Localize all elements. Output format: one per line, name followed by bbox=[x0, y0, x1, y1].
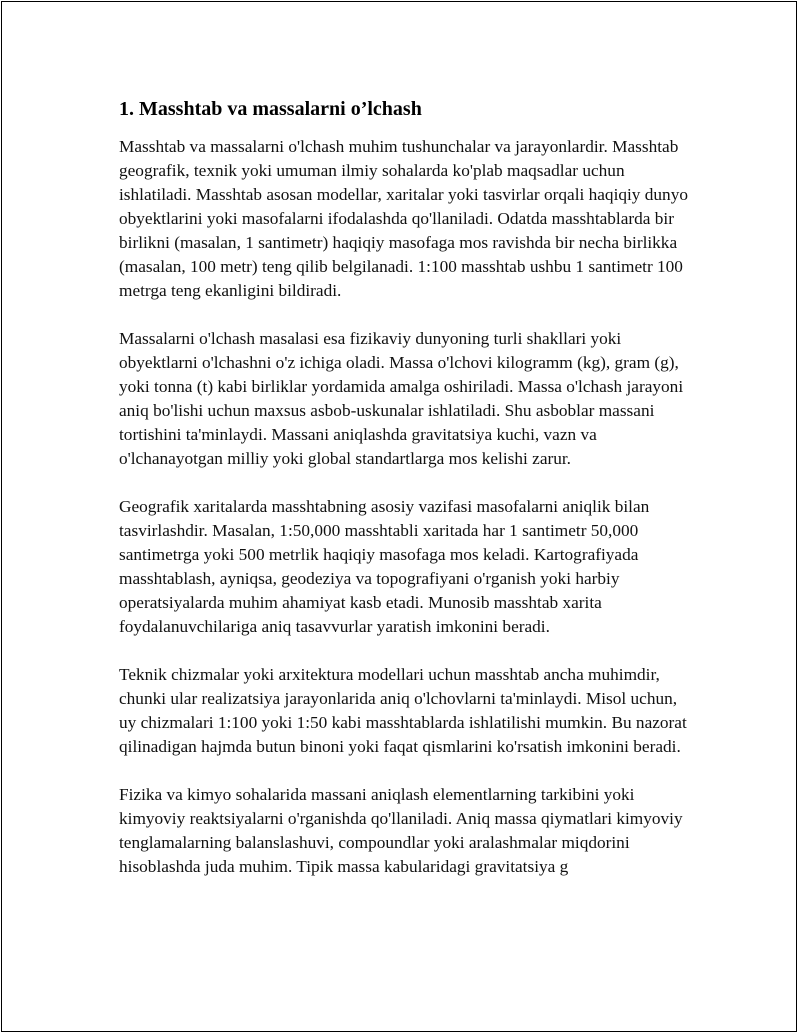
paragraph-4: Teknik chizmalar yoki arxitektura modellari uchun masshtab ancha muhimdir, chunki ular realizatsiya jarayonlarida aniq o'lchovlarni ta'minlaydi. Misol uchun, uy chizmalari 1:100 yoki 1:50 kabi masshtablarda ishlatilishi mumkin. Bu nazorat qilinadigan hajmda butun binoni yoki faqat qismlarini ko'rsatish imkonini beradi. bbox=[119, 665, 687, 756]
document-body bbox=[119, 97, 689, 903]
paragraph-3: Geografik xaritalarda masshtabning asosiy vazifasi masofalarni aniqlik bilan tasvirlashdir. Masalan, 1:50,000 masshtabli xaritada har 1 santimetr 50,000 santimetrga yoki 500 metrlik haqiqiy masofaga mos keladi. Kartografiyada masshtablash, ayniqsa, geodeziya va topografiyani o'rganish yoki harbiy operatsiyalarda muhim ahamiyat kasb etadi. Munosib masshtab xarita foydalanuvchilariga aniq tasavvurlar yaratish imkonini beradi. bbox=[119, 497, 650, 636]
section-heading: 1. Masshtab va massalarni o’lchash bbox=[119, 98, 422, 120]
paragraph-5: Fizika va kimyo sohalarida massani aniqlash elementlarning tarkibini yoki kimyoviy reaktsiyalarni o'rganishda qo'llaniladi. Aniq massa qiymatlari kimyoviy tenglamalarning balanslashuvi, compoundlar yoki aralashmalar miqdorini hisoblashda juda muhim. Tipik massa kabularidagi gravitatsiya g bbox=[119, 785, 683, 876]
paragraph-1: Masshtab va massalarni o'lchash muhim tushunchalar va jarayonlardir. Masshtab geografik, texnik yoki umuman ilmiy sohalarda ko'plab maqsadlar uchun ishlatiladi. Masshtab asosan modellar, xaritalar yoki tasvirlar orqali haqiqiy dunyo obyektlarini yoki masofalarni ifodalashda qo'llaniladi. Odatda masshtablarda bir birlikni (masalan, 1 santimetr) haqiqiy masofaga mos ravishda bir necha birlikka (masalan, 100 metr) teng qilib belgilanadi. 1:100 masshtab ushbu 1 santimetr 100 metrga teng ekanligini bildiradi. bbox=[119, 137, 688, 300]
document-page bbox=[1, 1, 797, 1032]
paragraph-2: Massalarni o'lchash masalasi esa fizikaviy dunyoning turli shakllari yoki obyektlarni o'lchashni o'z ichiga oladi. Massa o'lchovi kilogramm (kg), gram (g), yoki tonna (t) kabi birliklar yordamida amalga oshiriladi. Massa o'lchash jarayoni aniq bo'lishi uchun maxsus asbob-uskunalar ishlatiladi. Shu asboblar massani tortishini ta'minlaydi. Massani aniqlashda gravitatsiya kuchi, vazn va o'lchanayotgan milliy yoki global standartlarga mos kelishi zarur. bbox=[119, 329, 684, 468]
